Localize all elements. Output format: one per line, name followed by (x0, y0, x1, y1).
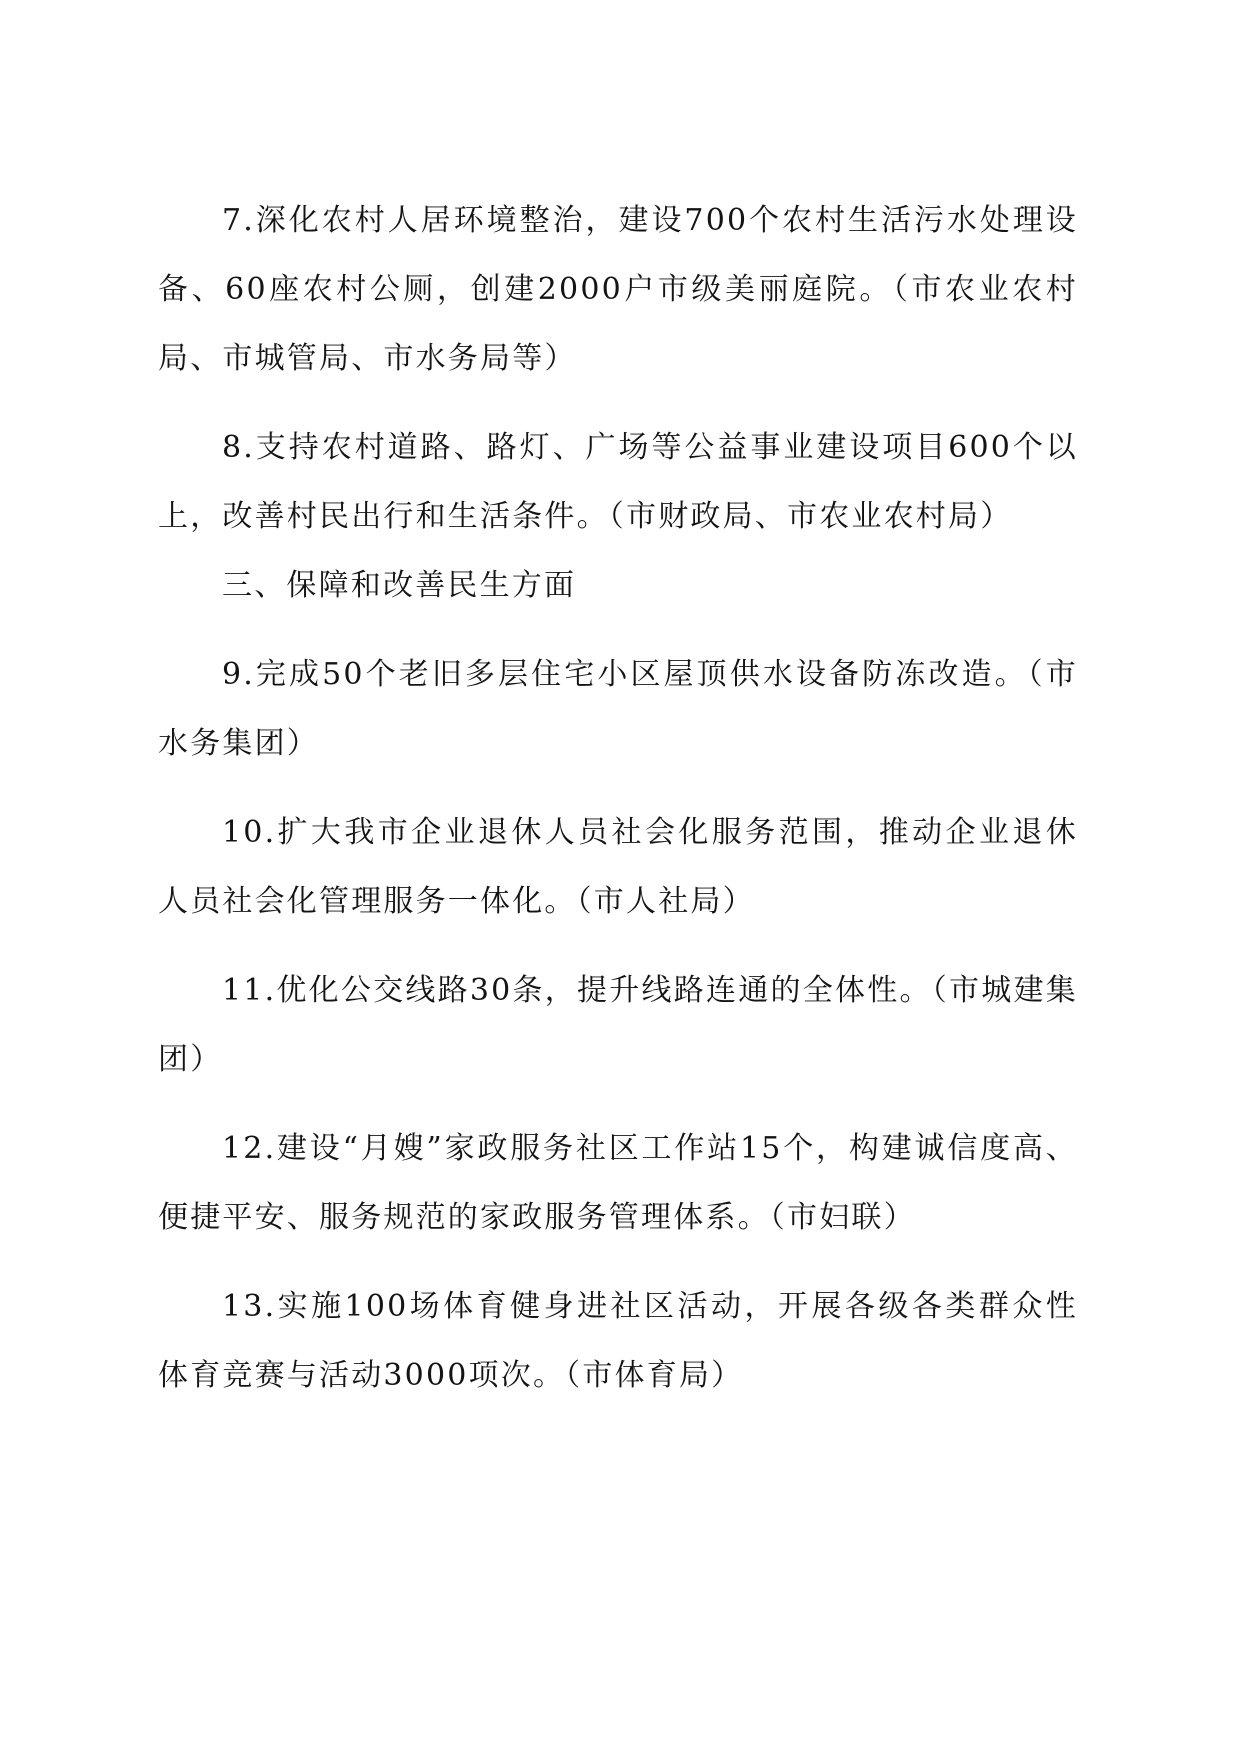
list-item-10: 10.扩大我市企业退休人员社会化服务范围，推动企业退休人员社会化管理服务一体化。（市人社局） (158, 815, 1078, 919)
section-heading: 三、保障和改善民生方面 (222, 568, 577, 603)
list-item-13: 13.实施100场体育健身进社区活动，开展各级各类群众性体育竞赛与活动3000项次。（市体育局） (158, 1289, 1078, 1393)
document-body (158, 186, 1078, 1410)
list-item-7: 7.深化农村人居环境整治，建设700个农村生活污水处理设备、60座农村公厕，创建2000户市级美丽庭院。（市农业农村局、市城管局、市水务局等） (158, 203, 1078, 376)
list-item-12: 12.建设“月嫂”家政服务社区工作站15个，构建诚信度高、便捷平安、服务规范的家政服务管理体系。（市妇联） (158, 1131, 1078, 1235)
list-item-11: 11.优化公交线路30条，提升线路连通的全体性。（市城建集团） (158, 973, 1078, 1077)
list-item-9: 9.完成50个老旧多层住宅小区屋顶供水设备防冻改造。（市水务集团） (158, 657, 1078, 761)
list-item-8: 8.支持农村道路、路灯、广场等公益事业建设项目600个以上，改善村民出行和生活条件。（市财政局、市农业农村局） (158, 430, 1078, 534)
